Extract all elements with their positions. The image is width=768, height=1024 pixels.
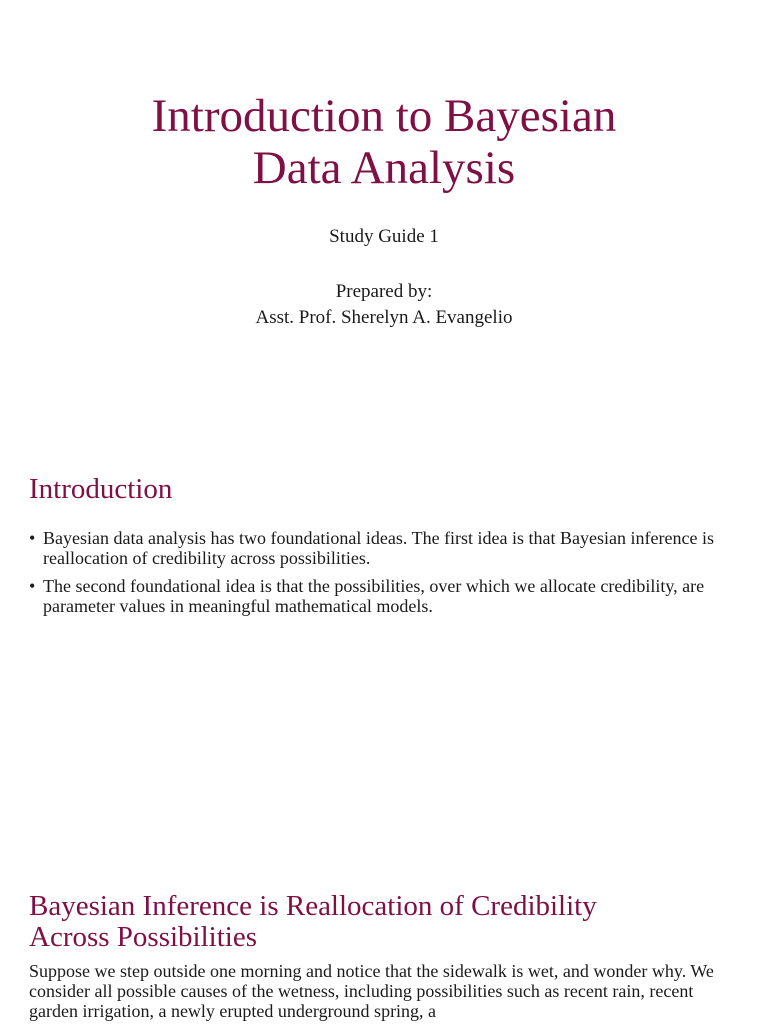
bullet-icon: • (29, 528, 36, 548)
bullet-icon: • (29, 576, 36, 596)
bullet-text: The second foundational idea is that the possibilities, over which we allocate credibility, are parameter values in meaningful mathematical models. (43, 576, 705, 616)
section-heading-bayesian-inference (29, 891, 749, 953)
list-item (29, 528, 729, 568)
author-name: Asst. Prof. Sherelyn A. Evangelio (255, 307, 513, 328)
prepared-label: Prepared by: (335, 281, 433, 302)
prepared-by (0, 279, 768, 331)
document-title (0, 90, 768, 194)
subtitle: Study Guide 1 (329, 226, 439, 247)
section-heading-introduction: Introduction (29, 473, 173, 505)
intro-bullet-list (29, 528, 729, 624)
heading-line-2: Across Possibilities (29, 921, 257, 953)
list-item (29, 576, 729, 616)
bullet-text: Bayesian data analysis has two foundational ideas. The first idea is that Bayesian inference is reallocation of credibility across possibilities. (43, 528, 714, 568)
title-line-1: Introduction to Bayesian (151, 90, 617, 142)
heading-line-1: Bayesian Inference is Reallocation of Credibility (29, 890, 597, 922)
body-paragraph: Suppose we step outside one morning and notice that the sidewalk is wet, and wonder why. We consider all possible causes of the wetness, including possibilities such as recent rain, recent garden irrigation, a newly erupted underground spring, a (29, 961, 714, 1021)
title-block (0, 90, 768, 194)
title-line-2: Data Analysis (252, 142, 516, 194)
